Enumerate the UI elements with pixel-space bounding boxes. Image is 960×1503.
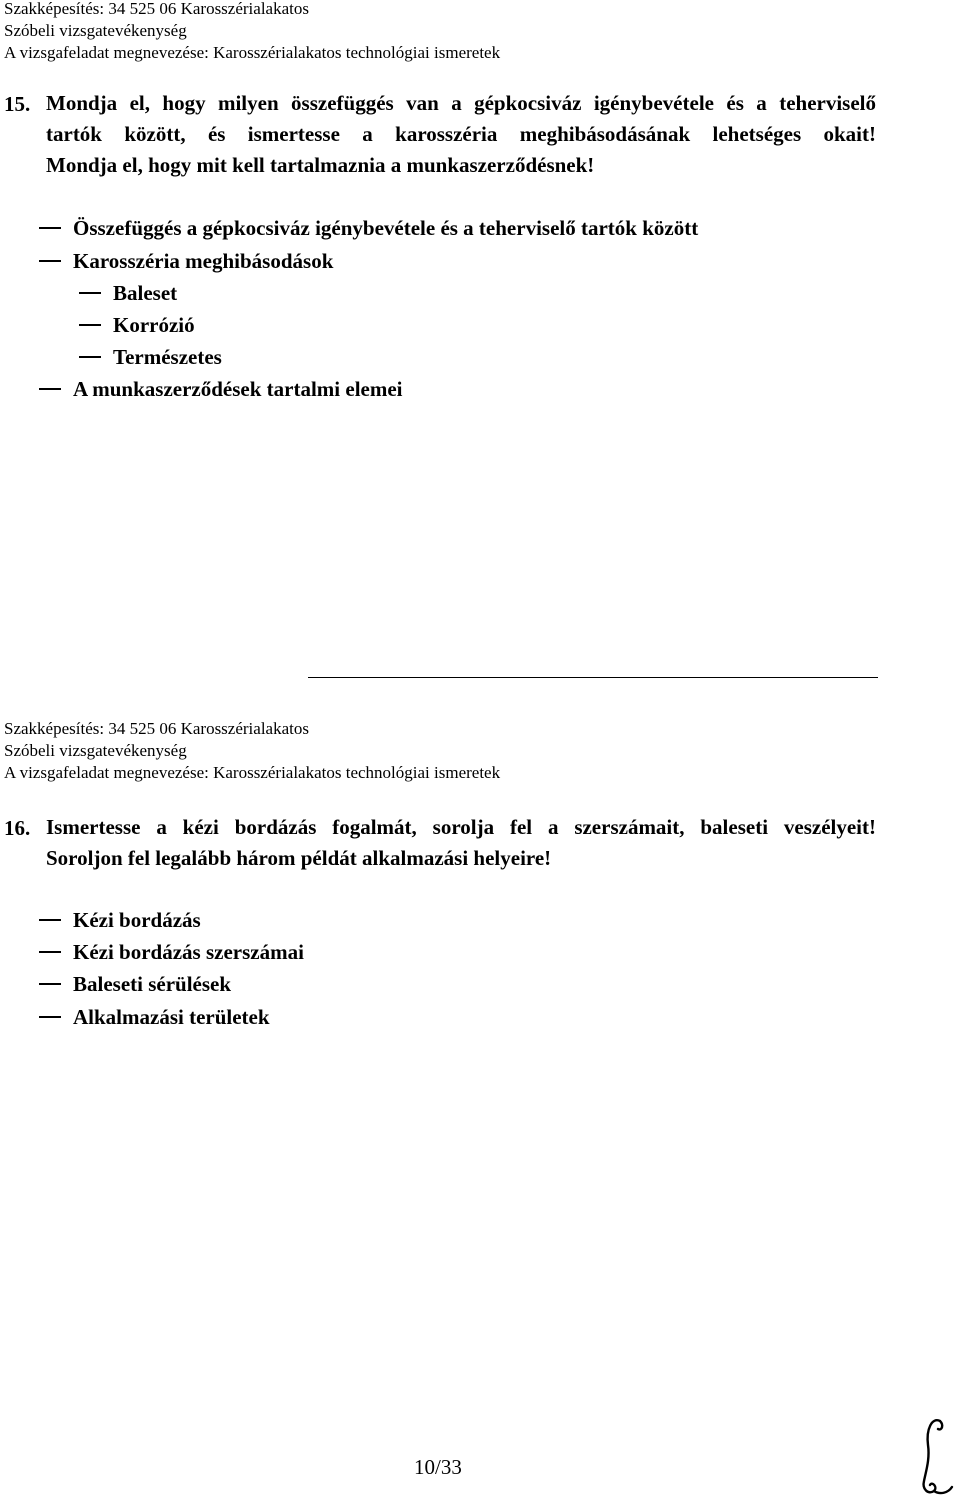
header-qualification: Szakképesítés: 34 525 06 Karosszérialakatos: [4, 719, 309, 738]
q15-bullet-3: A munkaszerződések tartalmi elemei: [73, 375, 403, 403]
question-15-line-1: Mondja el, hogy milyen összefüggés van a gépkocsiváz igénybevétele és a teherviselő: [46, 91, 876, 115]
q16-bullet-4: Alkalmazási területek: [73, 1003, 270, 1031]
section-separator: [308, 677, 878, 678]
question-16-line-1: Ismertesse a kézi bordázás fogalmát, sorolja fel a szerszámait, baleseti veszélyeit!: [46, 815, 876, 839]
dash-icon: [39, 1016, 61, 1018]
dash-icon: [39, 919, 61, 921]
header-qualification: Szakképesítés: 34 525 06 Karosszérialakatos: [4, 0, 309, 18]
q16-bullet-2: Kézi bordázás szerszámai: [73, 938, 304, 966]
header-exam-type: Szóbeli vizsgatevékenység: [4, 741, 187, 760]
page-number: 10/33: [414, 1455, 462, 1479]
header-task-name: A vizsgafeladat megnevezése: Karosszérialakatos technológiai ismeretek: [4, 43, 501, 62]
question-16-text: [46, 812, 876, 874]
header-exam-type: Szóbeli vizsgatevékenység: [4, 21, 187, 40]
q16-bullet-3: Baleseti sérülések: [73, 970, 231, 998]
dash-icon: [39, 260, 61, 262]
q15-subbullet-3: Természetes: [113, 343, 222, 371]
signature-mark: [918, 1415, 958, 1500]
q15-bullet-1: Összefüggés a gépkocsiváz igénybevétele és a teherviselő tartók között: [73, 214, 698, 242]
dash-icon: [39, 388, 61, 390]
page-header-2: [4, 718, 500, 784]
question-15-number: 15.: [4, 92, 31, 116]
question-16-line-2: Soroljon fel legalább három példát alkalmazási helyeire!: [46, 846, 552, 870]
question-15-text: [46, 88, 876, 181]
dash-icon: [39, 227, 61, 229]
dash-icon: [79, 356, 101, 358]
question-15-line-2: tartók között, és ismertesse a karosszéria meghibásodásának lehetséges okait!: [46, 122, 876, 146]
question-15-line-3: Mondja el, hogy mit kell tartalmaznia a munkaszerződésnek!: [46, 153, 595, 177]
dash-icon: [79, 324, 101, 326]
q15-bullet-2: Karosszéria meghibásodások: [73, 247, 333, 275]
q15-subbullet-2: Korrózió: [113, 311, 195, 339]
q16-bullet-1: Kézi bordázás: [73, 906, 201, 934]
dash-icon: [39, 983, 61, 985]
dash-icon: [39, 951, 61, 953]
question-16-number: 16.: [4, 816, 31, 840]
header-task-name: A vizsgafeladat megnevezése: Karosszérialakatos technológiai ismeretek: [4, 763, 501, 782]
dash-icon: [79, 292, 101, 294]
page-header: [4, 0, 500, 64]
q15-subbullet-1: Baleset: [113, 279, 177, 307]
